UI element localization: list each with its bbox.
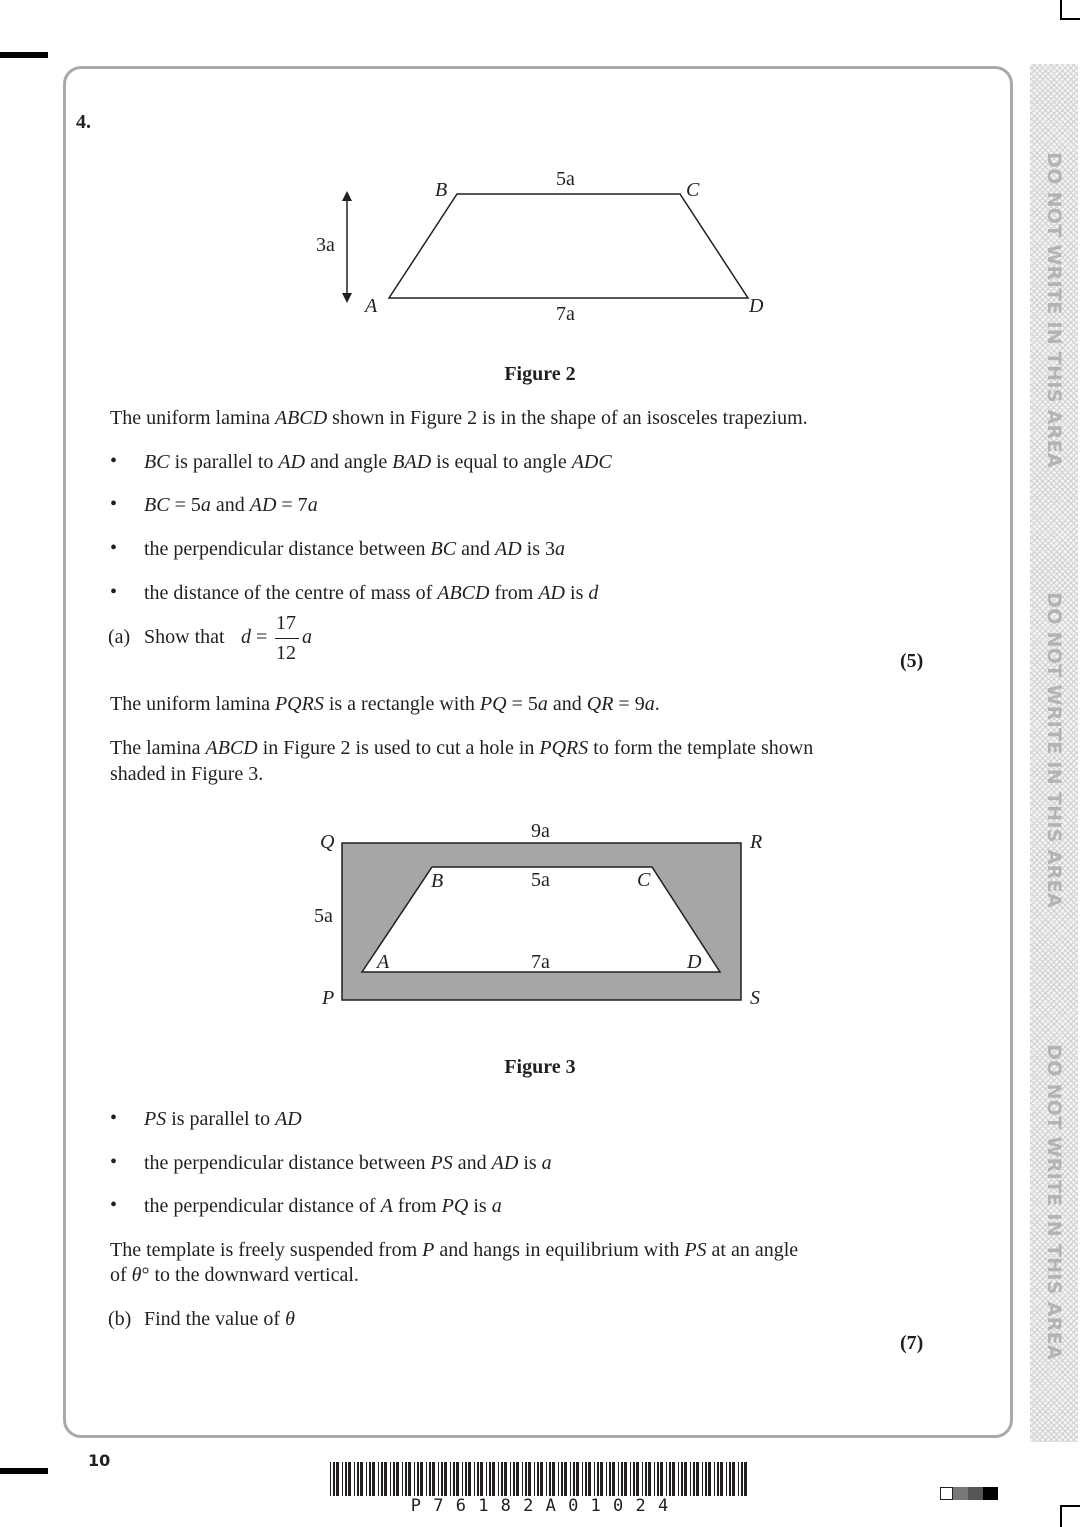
barcode-bar — [681, 1462, 683, 1496]
barcode-bar — [513, 1462, 515, 1496]
barcode-bar — [468, 1462, 471, 1496]
barcode-bar — [534, 1462, 535, 1496]
barcode-bar — [330, 1462, 331, 1496]
barcode-text: P 7 6 1 8 2 A 0 1 0 2 4 — [410, 1496, 670, 1516]
barcode-bar — [594, 1462, 595, 1496]
barcode-bar — [342, 1462, 343, 1496]
label-a: A — [365, 295, 378, 317]
figure-3 — [300, 810, 780, 1020]
part-a-var: d — [241, 626, 251, 648]
barcode-bar — [576, 1462, 579, 1496]
indicator-box-1 — [940, 1487, 953, 1500]
crop-mark-top-left — [0, 52, 48, 58]
barcode-bar — [357, 1462, 359, 1496]
bullet-2-2: • — [110, 1151, 118, 1173]
figure-2-caption: Figure 2 — [504, 363, 576, 385]
barcode-bar — [432, 1462, 435, 1496]
barcode-bar — [558, 1462, 559, 1496]
barcode-bar — [381, 1462, 383, 1496]
barcode-bar — [369, 1462, 371, 1496]
label-s: S — [750, 987, 760, 1009]
barcode-bar — [462, 1462, 463, 1496]
barcode-bar — [426, 1462, 427, 1496]
label-d: D — [749, 295, 764, 317]
barcode-bar — [564, 1462, 567, 1496]
barcode-bar — [396, 1462, 399, 1496]
fraction-numerator: 17 — [276, 612, 296, 634]
label-q: Q — [320, 831, 335, 853]
barcode-bar — [633, 1462, 635, 1496]
barcode-bar — [621, 1462, 623, 1496]
label-fig3-b: B — [431, 870, 444, 892]
barcode-bar — [690, 1462, 691, 1496]
barcode-bar — [456, 1462, 459, 1496]
label-height: 3a — [316, 234, 335, 256]
barcode-bar — [504, 1462, 507, 1496]
part-a-suffix: a — [302, 626, 312, 648]
barcode-bar — [522, 1462, 523, 1496]
barcode-bar — [354, 1462, 355, 1496]
fraction-bar — [275, 638, 299, 639]
part-b-marks: (7) — [900, 1332, 924, 1354]
bullet-2-1: • — [110, 1107, 118, 1129]
barcode-bar — [612, 1462, 615, 1496]
label-fig3-inner-bottom: 7a — [531, 951, 550, 973]
label-p: P — [322, 987, 335, 1009]
part-a-eq: = — [256, 626, 268, 648]
part-b-label: (b) — [108, 1308, 132, 1330]
crop-mark-bottom-right-v — [1060, 1505, 1062, 1527]
bullet-1-1-text: BC is parallel to AD and angle BAD is equal to angle ADC — [144, 451, 612, 473]
barcode-bar — [573, 1462, 575, 1496]
template-shape — [342, 843, 741, 1000]
cut-paragraph-line-2: shaded in Figure 3. — [110, 763, 264, 785]
bullet-1-4: • — [110, 581, 118, 603]
barcode-bar — [720, 1462, 723, 1496]
barcode-bar — [600, 1462, 603, 1496]
barcode-bar — [402, 1462, 403, 1496]
barcode-bar — [654, 1462, 655, 1496]
barcode-bar — [516, 1462, 519, 1496]
barcode-bar — [696, 1462, 699, 1496]
label-fig3-side: 5a — [314, 905, 333, 927]
part-a-marks: (5) — [900, 650, 924, 672]
barcode-bar — [486, 1462, 487, 1496]
barcode-bar — [588, 1462, 591, 1496]
barcode-bar — [570, 1462, 571, 1496]
barcode-bar — [360, 1462, 363, 1496]
barcode-bar — [741, 1462, 743, 1496]
label-fig3-d: D — [687, 951, 702, 973]
barcode-bar — [489, 1462, 491, 1496]
barcode-bar — [528, 1462, 531, 1496]
page-indicator-boxes — [940, 1487, 998, 1500]
barcode-bar — [348, 1462, 351, 1496]
barcode-bar — [477, 1462, 479, 1496]
barcode-bar — [636, 1462, 639, 1496]
barcode-bar — [453, 1462, 455, 1496]
margin-notice-2: DO NOT WRITE IN THIS AREA — [1043, 592, 1065, 908]
barcode-bar — [684, 1462, 687, 1496]
barcode-bar — [744, 1462, 747, 1496]
label-fig3-top: 9a — [531, 820, 550, 842]
barcode-bar — [336, 1462, 339, 1496]
barcode-bar — [420, 1462, 423, 1496]
suspend-paragraph-line-1: The template is freely suspended from P and hangs in equilibrium with PS at an angle — [110, 1239, 799, 1261]
barcode-bar — [498, 1462, 499, 1496]
barcode-bar — [378, 1462, 379, 1496]
barcode-bar — [549, 1462, 551, 1496]
barcode-bar — [417, 1462, 419, 1496]
barcode-bar — [705, 1462, 707, 1496]
cut-paragraph-line-1: The lamina ABCD in Figure 2 is used to cut a hole in PQRS to form the template shown — [110, 737, 814, 759]
part-a-label: (a) — [108, 626, 131, 648]
barcode-bar — [444, 1462, 447, 1496]
barcode-bar — [408, 1462, 411, 1496]
crop-mark-top-right-h — [1060, 18, 1080, 20]
barcode-bar — [465, 1462, 467, 1496]
margin-notice-1: DO NOT WRITE IN THIS AREA — [1043, 152, 1065, 468]
barcode-bar — [537, 1462, 539, 1496]
barcode-bar — [480, 1462, 483, 1496]
barcode-bar — [645, 1462, 647, 1496]
barcode-bar — [693, 1462, 695, 1496]
barcode-bar — [546, 1462, 547, 1496]
barcode-bar — [552, 1462, 555, 1496]
intro-paragraph: The uniform lamina ABCD shown in Figure 2 is in the shape of an isosceles trapezium. — [110, 407, 808, 429]
label-b: B — [435, 179, 448, 201]
barcode-bar — [672, 1462, 675, 1496]
barcode-bar — [345, 1462, 347, 1496]
bullet-1-1: • — [110, 450, 118, 472]
barcode-bar — [657, 1462, 659, 1496]
barcode-bar — [384, 1462, 387, 1496]
barcode-bar — [366, 1462, 367, 1496]
margin-notice-3: DO NOT WRITE IN THIS AREA — [1043, 1044, 1065, 1360]
question-number: 4. — [76, 111, 91, 133]
barcode-bar — [393, 1462, 395, 1496]
barcode-bar — [441, 1462, 443, 1496]
barcode-bar — [669, 1462, 671, 1496]
barcode-bar — [438, 1462, 439, 1496]
figure-2 — [290, 160, 790, 340]
label-top-length: 5a — [556, 168, 575, 190]
barcode-bar — [405, 1462, 407, 1496]
part-a-text: Show that — [144, 626, 225, 648]
label-c: C — [686, 179, 700, 201]
figure-3-caption: Figure 3 — [504, 1056, 576, 1078]
suspend-paragraph-line-2: of θ° to the downward vertical. — [110, 1264, 359, 1286]
barcode-bar — [609, 1462, 611, 1496]
bullet-2-1-text: PS is parallel to AD — [144, 1108, 302, 1130]
barcode-bar — [729, 1462, 731, 1496]
barcode-bar — [714, 1462, 715, 1496]
crop-mark-bottom-left — [0, 1468, 48, 1474]
barcode-bar — [630, 1462, 631, 1496]
barcode-bar — [450, 1462, 451, 1496]
bullet-1-4-text: the distance of the centre of mass of ABCD from AD is d — [144, 582, 599, 604]
barcode-bar — [738, 1462, 739, 1496]
barcode-bar — [708, 1462, 711, 1496]
part-b-text: Find the value of θ — [144, 1308, 295, 1330]
bullet-1-2: • — [110, 493, 118, 515]
barcode-bar — [474, 1462, 475, 1496]
page-number: 10 — [88, 1451, 111, 1470]
pqrs-paragraph: The uniform lamina PQRS is a rectangle with PQ = 5a and QR = 9a. — [110, 693, 660, 715]
indicator-box-3 — [968, 1487, 983, 1500]
barcode — [330, 1462, 750, 1498]
barcode-bar — [648, 1462, 651, 1496]
barcode-bar — [501, 1462, 503, 1496]
trapezium-abcd — [389, 194, 748, 298]
barcode-bar — [678, 1462, 679, 1496]
bullet-2-3: • — [110, 1194, 118, 1216]
barcode-bar — [582, 1462, 583, 1496]
crop-mark-top-right-v — [1060, 0, 1062, 20]
barcode-bar — [429, 1462, 431, 1496]
barcode-bar — [732, 1462, 735, 1496]
barcode-bar — [597, 1462, 599, 1496]
label-bottom-length: 7a — [556, 303, 575, 325]
label-fig3-c: C — [637, 869, 651, 891]
barcode-bar — [414, 1462, 415, 1496]
crop-mark-bottom-right-h — [1060, 1505, 1080, 1507]
barcode-bar — [561, 1462, 563, 1496]
indicator-box-4 — [983, 1487, 998, 1500]
bullet-1-3: • — [110, 537, 118, 559]
barcode-bar — [390, 1462, 391, 1496]
barcode-bar — [642, 1462, 643, 1496]
barcode-bar — [372, 1462, 375, 1496]
indicator-box-2 — [953, 1487, 968, 1500]
barcode-bar — [510, 1462, 511, 1496]
barcode-bar — [492, 1462, 495, 1496]
barcode-bar — [624, 1462, 627, 1496]
barcode-bar — [618, 1462, 619, 1496]
barcode-bar — [525, 1462, 527, 1496]
bullet-2-2-text: the perpendicular distance between PS and AD is a — [144, 1152, 552, 1174]
barcode-bar — [666, 1462, 667, 1496]
label-fig3-a: A — [377, 951, 390, 973]
bullet-1-3-text: the perpendicular distance between BC and AD is 3a — [144, 538, 566, 560]
barcode-bar — [726, 1462, 727, 1496]
bullet-2-3-text: the perpendicular distance of A from PQ is a — [144, 1195, 502, 1217]
barcode-bar — [702, 1462, 703, 1496]
barcode-bar — [585, 1462, 587, 1496]
barcode-bar — [333, 1462, 335, 1496]
label-fig3-inner-top: 5a — [531, 869, 550, 891]
barcode-bar — [606, 1462, 607, 1496]
barcode-bar — [717, 1462, 719, 1496]
barcode-bar — [660, 1462, 663, 1496]
label-r: R — [750, 831, 763, 853]
fraction-denominator: 12 — [276, 642, 296, 664]
barcode-bar — [540, 1462, 543, 1496]
bullet-1-2-text: BC = 5a and AD = 7a — [144, 494, 318, 516]
